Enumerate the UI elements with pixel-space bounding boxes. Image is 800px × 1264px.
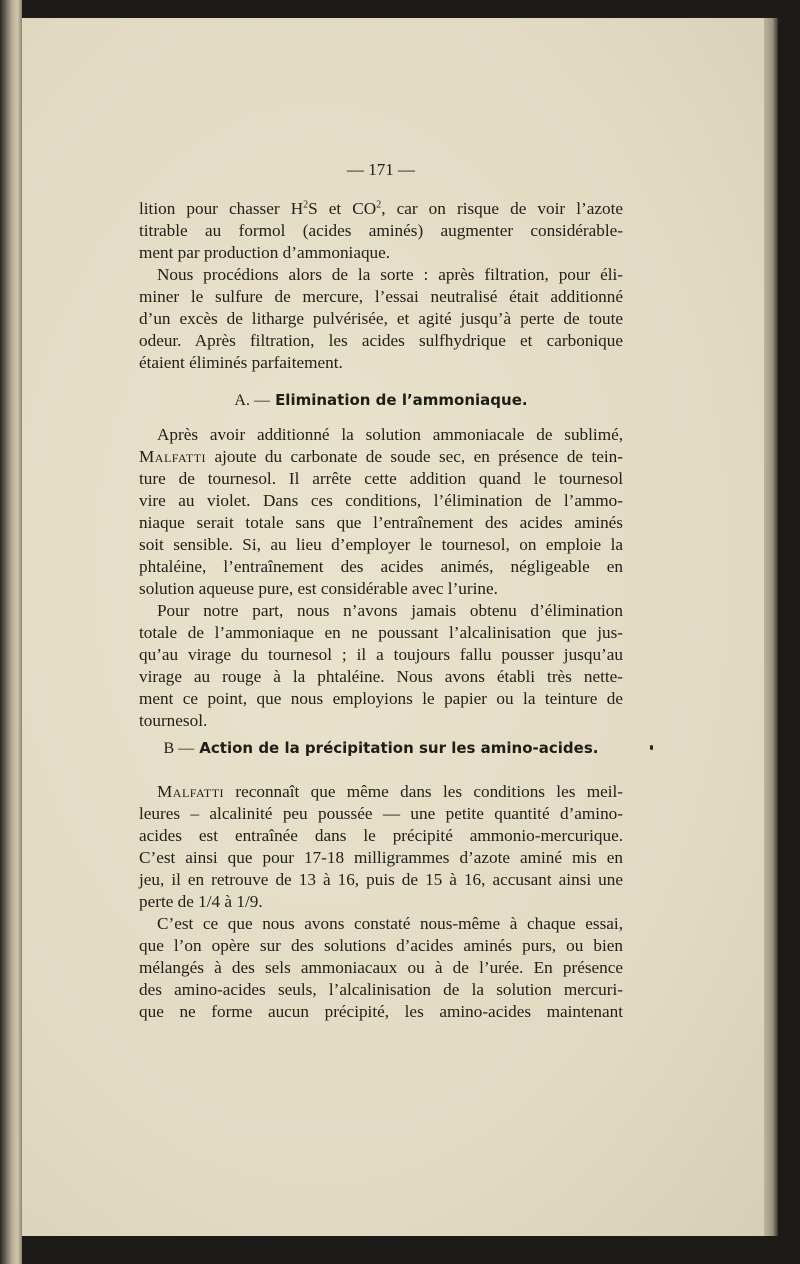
text-line: Malfatti reconnaît que même dans les conditions les meil- [157,782,623,801]
section-heading-a: A. — Elimination de l’ammoniaque. [234,391,528,409]
text-line: totale de l’ammoniaque en ne poussant l’alcalinisation que jus- [139,623,623,642]
text-line: phtaléine, l’entraînement des acides animés, négligeable en [139,557,623,576]
text-line: leures – alcalinité peu poussée — une petite quantité d’amino- [139,804,623,823]
page-number: — 171 — [347,160,415,179]
text-line: odeur. Après filtration, les acides sulfhydrique et carbonique [139,331,623,350]
text-line: C’est ce que nous avons constaté nous-même à chaque essai, [157,914,623,933]
text-line: Malfatti ajoute du carbonate de soude sec, en présence de tein- [139,447,623,466]
text-line: mélangés à des sels ammoniacaux ou à de l’urée. En présence [139,958,623,977]
text-line: que l’on opère sur des solutions d’acides aminés purs, ou bien [139,936,623,955]
text-line: miner le sulfure de mercure, l’essai neutralisé était additionné [139,287,623,306]
text-line: jeu, il en retrouve de 13 à 16, puis de 15 à 16, accusant ainsi une [139,870,623,889]
text-line: ment par production d’ammoniaque. [139,243,391,262]
text-line: acides est entraînée dans le précipité ammonio-mercurique. [139,826,623,845]
author-name: Malfatti [157,782,225,801]
section-heading-b: B — Action de la précipitation sur les amino-acides. [163,739,599,757]
text-line: que ne forme aucun précipité, les amino-acides maintenant [139,1002,623,1021]
text-line: étaient éliminés parfaitement. [139,353,343,372]
book-page-edge-right [764,18,778,1236]
text-line: C’est ainsi que pour 17-18 milligrammes d’azote aminé mis en [139,848,623,867]
text-line: des amino-acides seuls, l’alcalinisation de la solution mercuri- [139,980,623,999]
text-line: ture de tournesol. Il arrête cette addition quand le tournesol [139,469,623,488]
text-line: qu’au virage du tournesol ; il a toujours fallu pousser jusqu’au [139,645,623,664]
text-line: Après avoir additionné la solution ammoniacale de sublimé, [157,425,623,444]
text-line: titrable au formol (acides aminés) augmenter considérable- [139,221,623,240]
text-line: tournesol. [139,711,208,730]
ink-speck [650,745,653,750]
text-line: vire au violet. Dans ces conditions, l’élimination de l’ammo- [139,491,623,510]
text-line: virage au rouge à la phtaléine. Nous avons établi très nette- [139,667,623,686]
text-line: Pour notre part, nous n’avons jamais obtenu d’élimination [157,601,623,620]
text-line: Nous procédions alors de la sorte : après filtration, pour éli- [157,265,623,284]
text-line: ment ce point, que nous employions le papier ou la teinture de [139,689,623,708]
text-line: lition pour chasser $H^2S$ et $CO^2$, car on risque de voir l’azote [139,199,623,218]
text-line: niaque serait totale sans que l’entraînement des acides aminés [139,513,623,532]
text-line: d’un excès de litharge pulvérisée, et agité jusqu’à perte de toute [139,309,623,328]
book-binding-left [0,0,22,1264]
text-line: perte de 1/4 à 1/9. [139,892,263,911]
text-line: soit sensible. Si, au lieu d’employer le tournesol, on emploie la [139,535,623,554]
author-name: Malfatti [139,447,207,466]
text-line: solution aqueuse pure, est considérable avec l’urine. [139,579,498,598]
